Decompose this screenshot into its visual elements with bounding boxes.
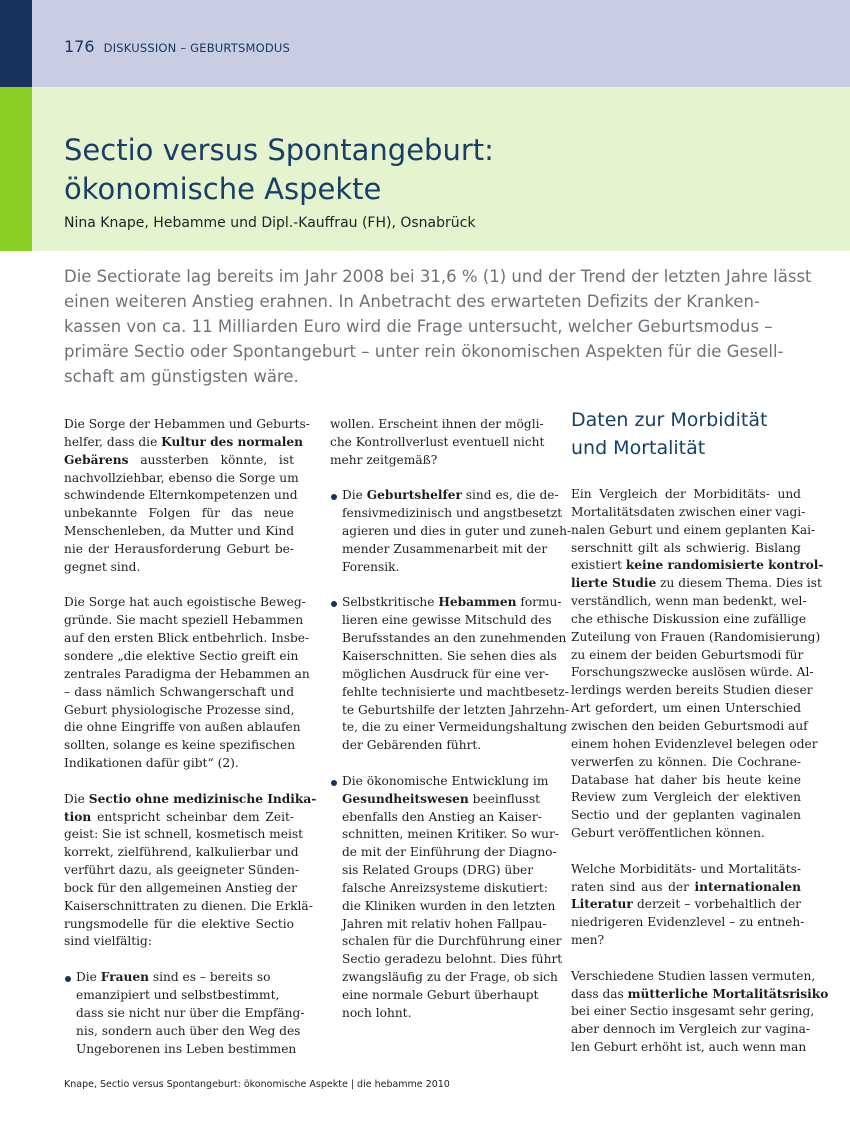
emphasis: Hebammen bbox=[438, 595, 517, 610]
text-run: sind es, die de- bbox=[461, 488, 559, 503]
emphasis: Kultur des normalen bbox=[161, 434, 303, 449]
text-line: schnitten, meinen Kritiker. So wur- bbox=[342, 827, 559, 842]
text-line: Die Sorge hat auch egoistische Beweg- bbox=[64, 595, 306, 610]
emphasis: Gebärens bbox=[64, 452, 129, 467]
text-line: mehr zeitgemäß? bbox=[330, 452, 438, 467]
text-line: Forschungszwecke auslösen würde. Al- bbox=[571, 665, 814, 680]
text-line: Die ökonomische Entwicklung im bbox=[342, 773, 549, 788]
text-line: lerdings werden bereits Studien dieser bbox=[571, 683, 813, 698]
text-line: mender Zusammenarbeit mit der bbox=[342, 541, 548, 556]
text-line: schalen für die Durchführung einer bbox=[342, 934, 562, 949]
text-line: serschnitt gilt als schwierig. Bislang bbox=[571, 540, 801, 555]
text-line: verständlich, wenn man bedenkt, wel- bbox=[571, 594, 807, 609]
paragraph bbox=[571, 968, 829, 1057]
paragraph bbox=[571, 486, 824, 843]
text-line: sondere „die elektive Sectio greift ein bbox=[64, 648, 299, 663]
text-line: fehlte technisierte und machtbesetz- bbox=[342, 684, 569, 699]
text-line: bock für den allgemeinen Anstieg der bbox=[64, 880, 297, 895]
text-line: emanzipiert und selbstbestimmt, bbox=[76, 988, 280, 1002]
text-line: unbekannte Folgen für das neue bbox=[64, 506, 294, 521]
text-line: eine normale Geburt überhaupt bbox=[342, 988, 539, 1002]
text-run: entspricht scheinbar dem Zeit- bbox=[91, 809, 294, 824]
paragraph bbox=[64, 416, 310, 577]
author-byline: Nina Knape, Hebamme und Dipl.-Kauffrau (FH), Osnabrück bbox=[64, 215, 476, 231]
paragraph bbox=[571, 861, 805, 950]
lead-line: kassen von ca. 11 Milliarden Euro wird die Frage untersucht, welcher Geburtsmodus – bbox=[64, 317, 773, 336]
bullet-item bbox=[330, 773, 563, 1023]
text-line: Forensik. bbox=[342, 559, 400, 574]
bullet-item bbox=[64, 969, 305, 1058]
text-line: gründe. Sie macht speziell Hebammen bbox=[64, 613, 304, 628]
page-footer: Knape, Sectio versus Spontangeburt: ökonomische Aspekte | die hebamme 2010 bbox=[64, 1079, 450, 1090]
text-line: verwerfen zu können. Die Cochrane- bbox=[571, 754, 801, 769]
text-column-2 bbox=[330, 416, 572, 1023]
text-line: nie der Herausforderung Geburt be- bbox=[64, 541, 294, 556]
text-line: lieren eine gewisse Mitschuld des bbox=[342, 613, 552, 628]
text-line: rungsmodelle für die elektive Sectio bbox=[64, 916, 294, 931]
text-line: die Kliniken wurden in den letzten bbox=[342, 898, 556, 913]
bullet-item bbox=[330, 487, 572, 576]
text-line: Review zum Vergleich der elektiven bbox=[571, 790, 801, 805]
text-line: Ungeborenen ins Leben bestimmen bbox=[76, 1041, 297, 1056]
text-line: Kaiserschnitten. Sie sehen dies als bbox=[342, 648, 557, 663]
text-line: die ohne Eingriffe von außen ablaufen bbox=[64, 720, 301, 735]
text-line: falsche Anreizsysteme diskutiert: bbox=[342, 880, 548, 895]
text-line bbox=[342, 594, 562, 612]
text-line: nis, sondern auch über den Weg des bbox=[76, 1023, 301, 1038]
text-line: – dass nämlich Schwangerschaft und bbox=[64, 684, 294, 699]
lead-paragraph bbox=[64, 264, 812, 389]
text-line: Art gefordert, um einen Unterschied bbox=[571, 701, 801, 716]
text-line bbox=[571, 879, 801, 897]
text-line bbox=[571, 557, 824, 575]
emphasis: internationalen bbox=[694, 879, 801, 894]
text-line: zwischen den beiden Geburtsmodi auf bbox=[571, 718, 808, 733]
lead-line: einen weiteren Anstieg erahnen. In Anbetracht des erwarteten Defizits der Kranken- bbox=[64, 292, 760, 311]
text-run: dass das bbox=[571, 986, 628, 1001]
text-line: niedrigeren Evidenzlevel – zu entneh- bbox=[571, 915, 805, 930]
text-line: te, die zu einer Vermeidungshaltung bbox=[342, 720, 568, 735]
text-line: Die Sorge der Hebammen und Geburts- bbox=[64, 417, 310, 431]
section-heading-line: Daten zur Morbidität bbox=[571, 409, 768, 431]
text-run: Selbstkritische bbox=[342, 595, 439, 610]
lead-line: schaft am günstigsten wäre. bbox=[64, 367, 299, 386]
text-line: Mortalitätsdaten zwischen einer vagi- bbox=[571, 504, 806, 519]
text-line: Indikationen dafür gibt“ (2). bbox=[64, 756, 239, 771]
emphasis: Literatur bbox=[571, 897, 633, 912]
text-line: Welche Morbiditäts- und Mortalitäts- bbox=[571, 861, 801, 876]
paragraph bbox=[64, 791, 317, 952]
text-line bbox=[64, 791, 317, 809]
text-run: raten sind aus der bbox=[571, 879, 695, 894]
text-line: che ethische Diskussion eine zufällige bbox=[571, 611, 807, 626]
text-run: derzeit – vorbehaltlich der bbox=[632, 897, 801, 912]
title-accent-bar bbox=[0, 87, 32, 251]
text-line: nachvollziehbar, ebenso die Sorge um bbox=[64, 470, 299, 485]
bullet-continuation bbox=[330, 416, 548, 470]
text-line bbox=[64, 452, 294, 470]
text-line: men? bbox=[571, 933, 605, 948]
section-label: DISKUSSION – GEBURTSMODUS bbox=[103, 41, 291, 55]
text-line: Geburt veröffentlichen können. bbox=[571, 826, 765, 841]
text-line: zu einem der beiden Geburtsmodi für bbox=[571, 647, 804, 662]
text-line bbox=[571, 575, 822, 593]
text-line: der Gebärenden führt. bbox=[342, 738, 482, 753]
text-run: aussterben könnte, ist bbox=[128, 452, 294, 467]
text-line: Jahren mit relativ hohen Fallpau- bbox=[342, 916, 547, 931]
emphasis: tion bbox=[64, 809, 92, 824]
text-line: Zuteilung von Frauen (Randomisierung) bbox=[571, 629, 821, 644]
text-line: fensivmedizinisch und angstbesetzt bbox=[342, 506, 563, 521]
text-line bbox=[342, 791, 548, 809]
emphasis: Sectio ohne medizinische Indika- bbox=[88, 791, 317, 806]
text-run: zu diesem Thema. Dies ist bbox=[656, 576, 822, 591]
emphasis: keine randomisierte kontrol- bbox=[625, 558, 824, 573]
section-heading bbox=[571, 406, 801, 462]
text-line bbox=[342, 487, 559, 505]
text-run: Die bbox=[342, 488, 367, 503]
text-column-1 bbox=[64, 416, 317, 1058]
text-line: gegnet sind. bbox=[64, 559, 141, 574]
emphasis: Frauen bbox=[100, 970, 149, 985]
article-title-line: Sectio versus Spontangeburt: bbox=[64, 133, 494, 167]
text-line: Berufsstandes an den zunehmenden bbox=[342, 631, 567, 646]
text-run: sind es – bereits so bbox=[149, 970, 271, 985]
text-line: agieren und dies in guter und zuneh- bbox=[342, 524, 572, 539]
text-line: bei einer Sectio insgesamt sehr gering, bbox=[571, 1004, 815, 1019]
text-line: Sectio und der geplanten vaginalen bbox=[571, 808, 801, 823]
text-line: möglichen Ausdruck für eine ver- bbox=[342, 666, 549, 681]
text-line: verführt dazu, als geeigneter Sünden- bbox=[64, 863, 299, 878]
text-line: geist: Sie ist schnell, kosmetisch meist bbox=[64, 827, 304, 842]
text-line: sind vielfältig: bbox=[64, 934, 152, 949]
text-line: len Geburt erhöht ist, auch wenn man bbox=[571, 1040, 807, 1055]
article-title bbox=[64, 131, 494, 209]
text-line: zwangsläufig zu der Frage, ob sich bbox=[342, 970, 558, 985]
text-line: einem hohen Evidenzlevel belegen oder bbox=[571, 736, 818, 751]
text-line: nalen Geburt und einem geplanten Kai- bbox=[571, 522, 816, 537]
text-run: beeinflusst bbox=[468, 791, 540, 806]
text-line: korrekt, zielführend, kalkulierbar und bbox=[64, 845, 299, 860]
article-title-line: ökonomische Aspekte bbox=[64, 172, 382, 206]
running-header-text bbox=[64, 37, 290, 56]
text-line: Sectio geradezu belohnt. Dies führt bbox=[342, 952, 563, 967]
text-run: Die bbox=[76, 970, 101, 985]
text-line: de mit der Einführung der Diagno- bbox=[342, 845, 557, 860]
text-line bbox=[76, 969, 294, 987]
emphasis: lierte Studie bbox=[571, 576, 657, 591]
text-line: sis Related Groups (DRG) über bbox=[342, 863, 534, 878]
text-line: auf den ersten Blick entbehrlich. Insbe- bbox=[64, 631, 310, 646]
text-column-3 bbox=[571, 406, 829, 1057]
emphasis: Gesundheitswesen bbox=[342, 791, 469, 806]
section-heading-line: und Mortalität bbox=[571, 437, 706, 459]
text-line: Verschiedene Studien lassen vermuten, bbox=[571, 968, 816, 983]
text-line: noch lohnt. bbox=[342, 1005, 412, 1020]
text-line: Geburt physiologische Prozesse sind, bbox=[64, 702, 295, 717]
header-accent-bar bbox=[0, 0, 32, 87]
text-line bbox=[571, 896, 801, 914]
text-line: schwindende Elternkompetenzen und bbox=[64, 488, 298, 503]
lead-line: Die Sectiorate lag bereits im Jahr 2008 bei 31,6 % (1) und der Trend der letzten Jahre lässt bbox=[64, 267, 812, 286]
text-line: te Geburtshilfe der letzten Jahrzehn- bbox=[342, 702, 570, 717]
text-line: che Kontrollverlust eventuell nicht bbox=[330, 434, 545, 449]
page-number: 176 bbox=[64, 37, 95, 56]
text-line: Menschenleben, da Mutter und Kind bbox=[64, 524, 294, 539]
text-line: zentrales Paradigma der Hebammen an bbox=[64, 666, 310, 681]
text-line: Database hat daher bis heute keine bbox=[571, 772, 801, 787]
text-run: existiert bbox=[571, 558, 626, 573]
text-line: wollen. Erscheint ihnen der mögli- bbox=[330, 417, 544, 431]
text-line: dass sie nicht nur über die Empfäng- bbox=[76, 1005, 305, 1020]
text-line: ebenfalls den Anstieg an Kaiser- bbox=[342, 809, 542, 824]
text-line: sollten, solange es keine spezifischen bbox=[64, 738, 296, 753]
emphasis: Geburtshelfer bbox=[366, 488, 462, 503]
text-line bbox=[571, 986, 829, 1004]
text-run: Die bbox=[64, 791, 89, 806]
text-run: formu- bbox=[516, 595, 562, 610]
paragraph bbox=[64, 594, 310, 772]
lead-line: primäre Sectio oder Spontangeburt – unter rein ökonomischen Aspekten für die Gesell- bbox=[64, 342, 784, 361]
text-line bbox=[64, 434, 303, 452]
text-line: aber dennoch im Vergleich zur vagina- bbox=[571, 1022, 811, 1037]
text-line bbox=[64, 809, 294, 827]
emphasis: mütterliche Mortalitätsrisiko bbox=[627, 986, 829, 1001]
text-run: helfer, dass die bbox=[64, 434, 162, 449]
bullet-item bbox=[330, 594, 570, 755]
text-line: Ein Vergleich der Morbiditäts- und bbox=[571, 487, 801, 501]
text-line: Kaiserschnittraten zu dienen. Die Erklä- bbox=[64, 898, 313, 913]
